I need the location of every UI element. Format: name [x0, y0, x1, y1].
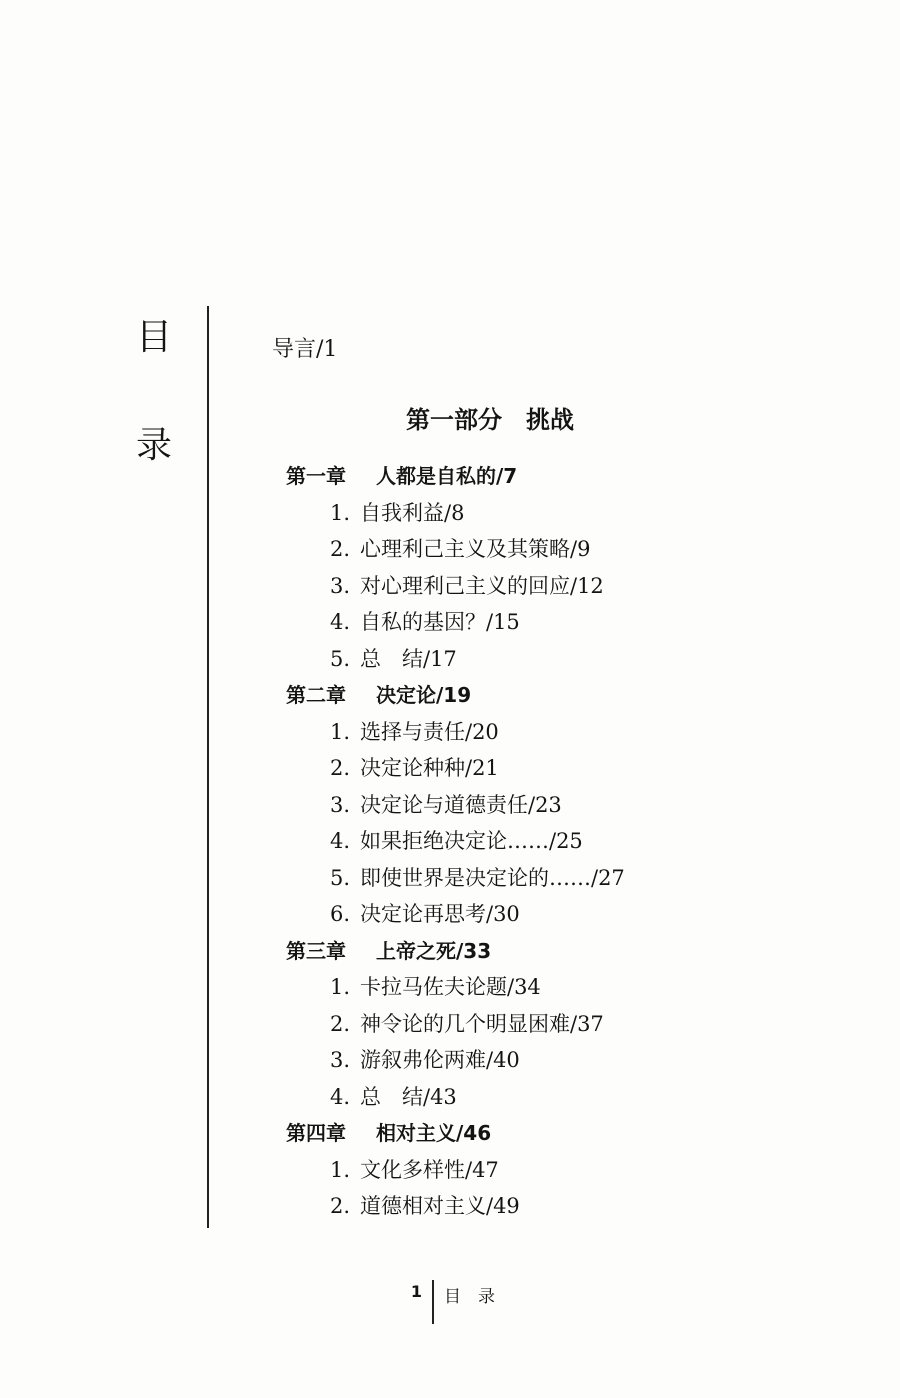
- page-footer: [0, 1280, 900, 1330]
- section-number: 1.: [330, 1157, 351, 1182]
- section-number: 1.: [330, 500, 351, 525]
- section-title: 对心理利己主义的回应/12: [360, 573, 604, 598]
- section-number: 6.: [330, 902, 351, 926]
- section-title: 总 结/43: [360, 1084, 457, 1109]
- section-title: 总 结/17: [360, 646, 457, 671]
- toc-section-entry: [286, 497, 786, 534]
- section-number: 4.: [330, 1084, 351, 1109]
- chapter-title: 相对主义/46: [376, 1121, 492, 1145]
- section-title: 心理利己主义及其策略/9: [360, 537, 591, 561]
- section-title: 卡拉马佐夫论题/34: [360, 975, 541, 999]
- toc-section-entry: [286, 570, 786, 607]
- chapter-title: 上帝之死/33: [376, 938, 492, 963]
- section-number: 4.: [330, 610, 351, 634]
- toc-section-entry: [286, 643, 786, 680]
- chapter-number: 第一章: [286, 464, 346, 488]
- section-number: 3.: [330, 573, 351, 598]
- toc-section-entry: [286, 1190, 786, 1227]
- table-of-contents: [286, 460, 786, 1227]
- toc-section-entry: [286, 1008, 786, 1045]
- section-title: 神令论的几个明显困难/37: [360, 1011, 604, 1036]
- chapter-title: 人都是自私的/7: [376, 464, 518, 488]
- section-number: 2.: [330, 1011, 351, 1036]
- footer-divider: [432, 1280, 434, 1324]
- side-title-char-2: 录: [135, 425, 172, 466]
- toc-chapter-entry: [286, 935, 786, 972]
- section-title: 决定论与道德责任/23: [360, 792, 562, 817]
- section-number: 4.: [330, 829, 351, 853]
- page-number: 1: [410, 1282, 422, 1301]
- vertical-divider: [207, 306, 209, 1228]
- section-number: 2.: [330, 1194, 351, 1218]
- section-title: 决定论种种/21: [360, 756, 499, 780]
- section-title: 即使世界是决定论的……/27: [360, 865, 625, 890]
- chapter-number: 第二章: [286, 683, 346, 707]
- section-title: 如果拒绝决定论……/25: [360, 829, 583, 853]
- toc-section-entry: [286, 606, 786, 643]
- section-number: 2.: [330, 537, 351, 561]
- section-number: 3.: [330, 792, 351, 817]
- section-title: 游叙弗伦两难/40: [360, 1048, 520, 1072]
- toc-section-entry: [286, 825, 786, 862]
- toc-section-entry: [286, 898, 786, 935]
- section-number: 5.: [330, 646, 351, 671]
- toc-chapter-entry: [286, 679, 786, 716]
- section-number: 2.: [330, 756, 351, 780]
- section-number: 5.: [330, 865, 351, 890]
- toc-section-entry: [286, 1044, 786, 1081]
- chapter-title: 决定论/19: [376, 683, 472, 707]
- section-title: 决定论再思考/30: [360, 902, 520, 926]
- toc-section-entry: [286, 971, 786, 1008]
- section-title: 自我利益/8: [360, 500, 465, 525]
- chapter-number: 第四章: [286, 1121, 346, 1145]
- part-heading: 第一部分 挑战: [406, 406, 574, 434]
- section-number: 1.: [330, 719, 351, 744]
- toc-section-entry: [286, 1154, 786, 1191]
- section-number: 3.: [330, 1048, 351, 1072]
- section-title: 自私的基因？/15: [360, 610, 520, 634]
- chapter-number: 第三章: [286, 938, 346, 963]
- toc-section-entry: [286, 752, 786, 789]
- section-title: 选择与责任/20: [360, 719, 499, 744]
- toc-section-entry: [286, 533, 786, 570]
- toc-section-entry: [286, 862, 786, 899]
- running-footer-label: 目 录: [444, 1287, 495, 1307]
- toc-section-entry: [286, 716, 786, 753]
- section-title: 道德相对主义/49: [360, 1194, 520, 1218]
- toc-chapter-entry: [286, 1117, 786, 1154]
- toc-section-entry: [286, 1081, 786, 1118]
- toc-intro-entry: 导言/1: [272, 337, 338, 362]
- side-title-char-1: 目: [135, 317, 172, 358]
- section-number: 1.: [330, 975, 351, 999]
- section-title: 文化多样性/47: [360, 1157, 499, 1182]
- toc-section-entry: [286, 789, 786, 826]
- toc-chapter-entry: [286, 460, 786, 497]
